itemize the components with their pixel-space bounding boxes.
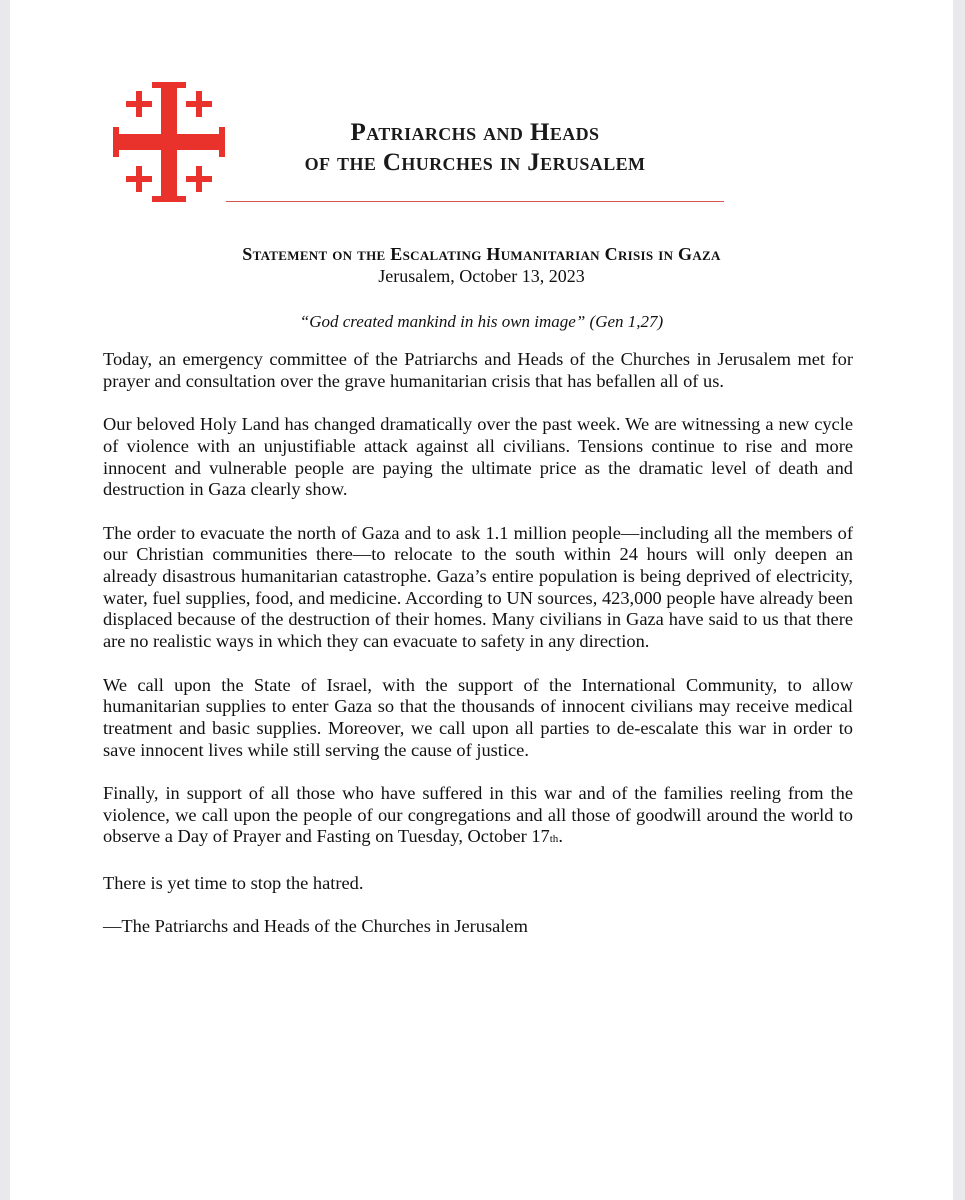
paragraph-3: The order to evacuate the north of Gaza and to ask 1.1 million people—including all the members of our Christian communities there—to relocate to the south within 24 hours will only deepen an already disastrous humanitarian catastrophe. Gaza’s entire population is being deprived of electricity, water, fuel supplies, food, and medicine. According to UN sources, 423,000 people have already been displaced because of the destruction of their homes. Many civilians in Gaza have said to us that there are no realistic ways in which they can evacuate to safety in any direction. — [103, 522, 853, 652]
paragraph-5 — [103, 783, 853, 851]
paragraph-1: Today, an emergency committee of the Patriarchs and Heads of the Churches in Jerusalem met for prayer and consultation over the grave humanitarian crisis that has befallen all of us. — [103, 349, 853, 391]
document-page — [10, 0, 953, 1200]
header-divider — [226, 201, 724, 202]
organization-title-line-2: of the Churches in Jerusalem — [304, 149, 646, 176]
jerusalem-cross-icon — [104, 82, 234, 202]
statement-title: Statement on the Escalating Humanitarian Crisis in Gaza — [242, 244, 721, 264]
paragraph-5-end: . — [558, 826, 563, 847]
ordinal-suffix: th — [549, 833, 559, 846]
organization-title — [230, 118, 720, 178]
statement-body — [103, 349, 853, 960]
statement-date: Jerusalem, October 13, 2023 — [378, 266, 585, 286]
paragraph-6: There is yet time to stop the hatred. — [103, 872, 364, 893]
scripture-quote: “God created mankind in his own image” (Gen 1,27) — [299, 312, 664, 331]
paragraph-4: We call upon the State of Israel, with the support of the International Community, to allow humanitarian supplies to enter Gaza so that the thousands of innocent civilians may receive medical treatment and basic supplies. Moreover, we call upon all parties to de-escalate this war in order to save innocent lives while still serving the cause of justice. — [103, 674, 853, 760]
paragraph-2: Our beloved Holy Land has changed dramatically over the past week. We are witnessing a new cycle of violence with an unjustifiable attack against all civilians. Tensions continue to rise and more innocent and vulnerable people are paying the ultimate price as the dramatic level of death and destruction in Gaza clearly show. — [103, 414, 853, 500]
paragraph-5-text: Finally, in support of all those who have suffered in this war and of the families reeling from the violence, we call upon the people of our congregations and all those of goodwill around the world to observe a Day of Prayer and Fasting on Tuesday, October 17 — [103, 783, 853, 847]
organization-title-line-1: Patriarchs and Heads — [350, 119, 600, 146]
signature: —The Patriarchs and Heads of the Churches in Jerusalem — [103, 916, 528, 937]
